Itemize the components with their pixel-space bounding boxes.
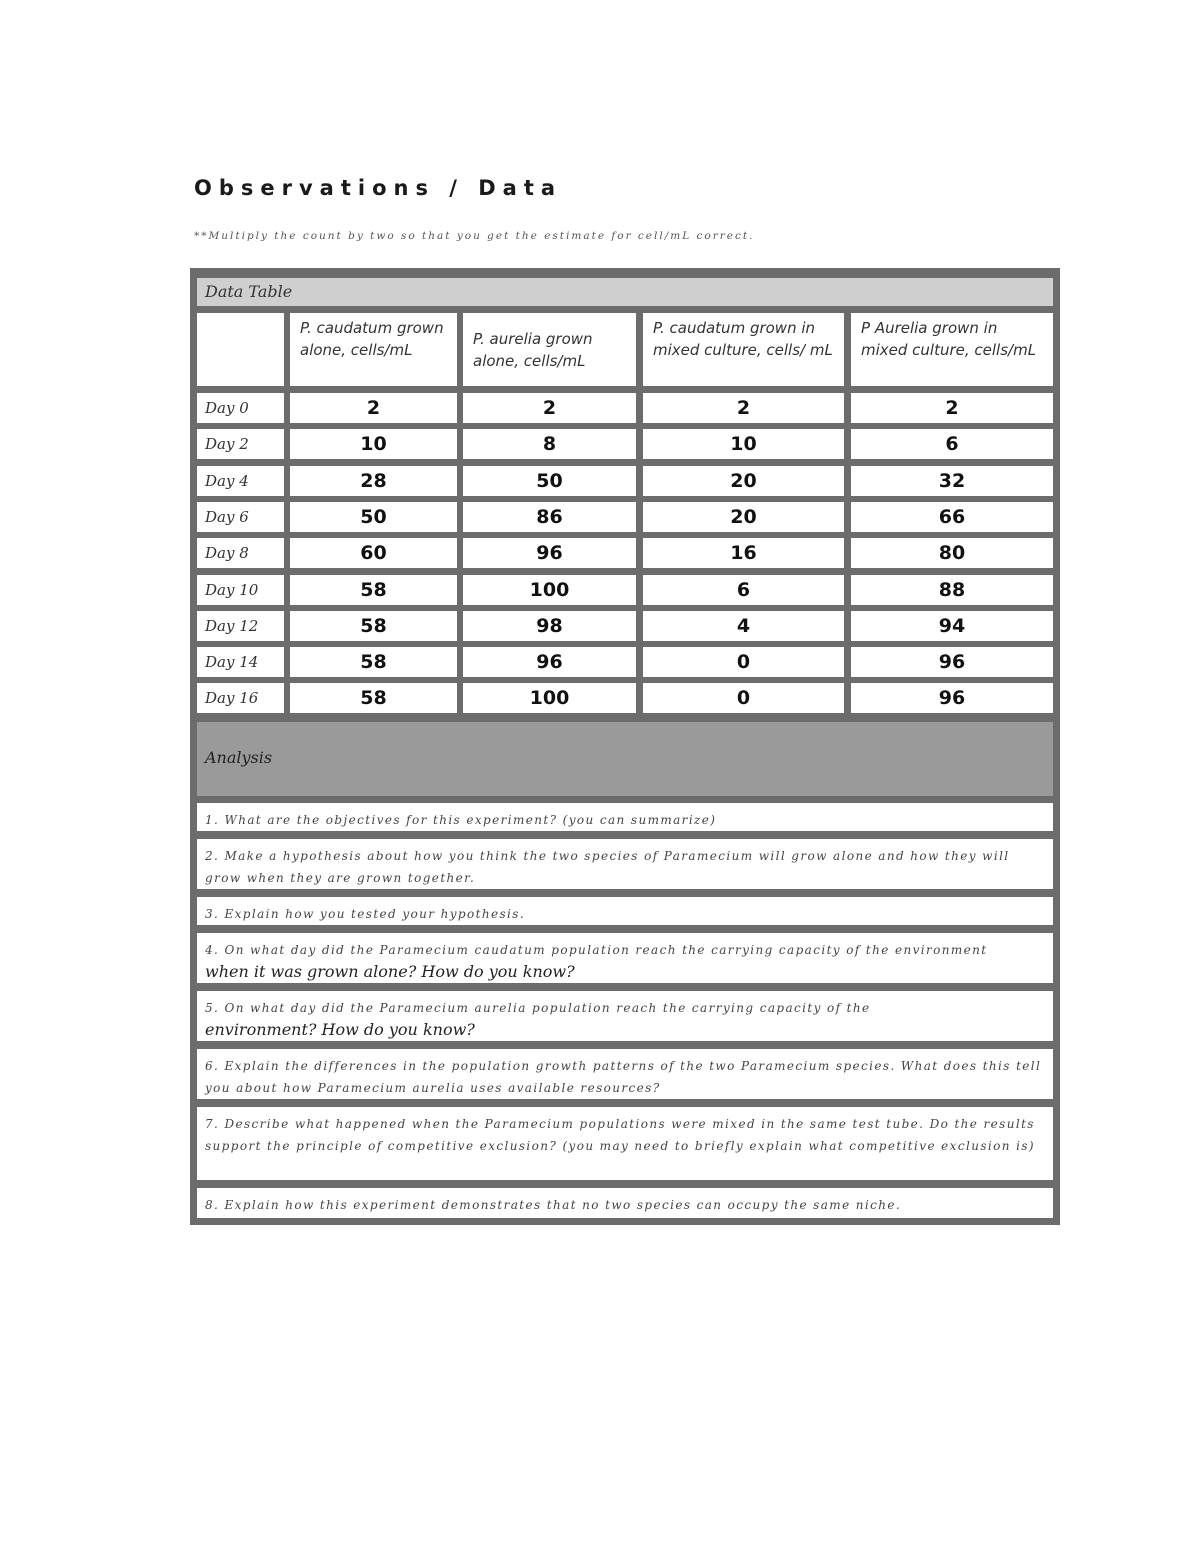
table-cell: 20 (643, 466, 844, 496)
analysis-question-1 (197, 803, 1053, 831)
table-cell: 58 (290, 647, 457, 677)
day-label: Day 4 (197, 466, 284, 496)
day-label: Day 10 (197, 575, 284, 605)
table-cell: 60 (290, 538, 457, 568)
analysis-question-2 (197, 839, 1053, 889)
table-cell: 0 (643, 683, 844, 713)
header-blank-cell (197, 313, 284, 386)
question-text: 1. What are the objectives for this experiment? (you can summarize) (205, 813, 717, 827)
table-cell: 96 (463, 647, 636, 677)
table-cell: 66 (851, 502, 1053, 532)
table-cell: 88 (851, 575, 1053, 605)
analysis-question-5 (197, 991, 1053, 1041)
header-aurelia-alone: P. aurelia grown alone, cells/mL (463, 313, 636, 386)
table-cell: 100 (463, 683, 636, 713)
header-caudatum-alone: P. caudatum grown alone, cells/mL (290, 313, 457, 386)
table-cell: 86 (463, 502, 636, 532)
table-cell: 96 (851, 683, 1053, 713)
table-cell: 2 (643, 393, 844, 423)
table-cell: 94 (851, 611, 1053, 641)
table-cell: 58 (290, 575, 457, 605)
header-caudatum-mixed: P. caudatum grown in mixed culture, cells/ mL (643, 313, 844, 386)
day-label: Day 6 (197, 502, 284, 532)
question-text-continued: when it was grown alone? How do you know? (205, 962, 575, 981)
table-cell: 58 (290, 611, 457, 641)
question-text: 3. Explain how you tested your hypothesis. (205, 907, 526, 921)
table-cell: 98 (463, 611, 636, 641)
question-text: 4. On what day did the Paramecium caudatum population reach the carrying capacity of the environment (205, 943, 988, 957)
question-text: 7. Describe what happened when the Paramecium populations were mixed in the same test tube. Do the results support the principle of competitive exclusion? (you may need to briefly explain what competitive exclusion is) (205, 1117, 1035, 1153)
page-title: Observations / Data (194, 176, 563, 200)
day-label: Day 2 (197, 429, 284, 459)
table-cell: 6 (643, 575, 844, 605)
table-cell: 4 (643, 611, 844, 641)
table-cell: 8 (463, 429, 636, 459)
day-label: Day 8 (197, 538, 284, 568)
analysis-title: Analysis (197, 722, 1053, 796)
analysis-question-7 (197, 1107, 1053, 1180)
header-aurelia-mixed: P Aurelia grown in mixed culture, cells/mL (851, 313, 1053, 386)
table-cell: 10 (290, 429, 457, 459)
day-label: Day 12 (197, 611, 284, 641)
table-cell: 6 (851, 429, 1053, 459)
table-cell: 50 (290, 502, 457, 532)
table-cell: 80 (851, 538, 1053, 568)
table-cell: 50 (463, 466, 636, 496)
table-cell: 96 (851, 647, 1053, 677)
table-cell: 2 (851, 393, 1053, 423)
table-cell: 96 (463, 538, 636, 568)
analysis-question-3 (197, 897, 1053, 925)
table-cell: 2 (290, 393, 457, 423)
table-cell: 16 (643, 538, 844, 568)
table-cell: 58 (290, 683, 457, 713)
question-text: 5. On what day did the Paramecium aurelia population reach the carrying capacity of the (205, 1001, 871, 1015)
question-text: 6. Explain the differences in the population growth patterns of the two Paramecium species. What does this tell you about how Paramecium aurelia uses available resources? (205, 1059, 1042, 1095)
day-label: Day 14 (197, 647, 284, 677)
instruction-note: **Multiply the count by two so that you get the estimate for cell/mL correct. (194, 230, 755, 242)
day-label: Day 0 (197, 393, 284, 423)
table-cell: 32 (851, 466, 1053, 496)
table-cell: 0 (643, 647, 844, 677)
question-text: 8. Explain how this experiment demonstrates that no two species can occupy the same niche. (205, 1198, 902, 1212)
analysis-question-8 (197, 1188, 1053, 1218)
table-cell: 20 (643, 502, 844, 532)
analysis-question-4 (197, 933, 1053, 983)
question-text-continued: environment? How do you know? (205, 1020, 475, 1039)
table-cell: 10 (643, 429, 844, 459)
day-label: Day 16 (197, 683, 284, 713)
data-table-title: Data Table (197, 278, 1053, 306)
question-text: 2. Make a hypothesis about how you think the two species of Paramecium will grow alone and how they will grow when they are grown together. (205, 849, 1010, 885)
table-cell: 2 (463, 393, 636, 423)
table-cell: 100 (463, 575, 636, 605)
table-cell: 28 (290, 466, 457, 496)
analysis-question-6 (197, 1049, 1053, 1099)
